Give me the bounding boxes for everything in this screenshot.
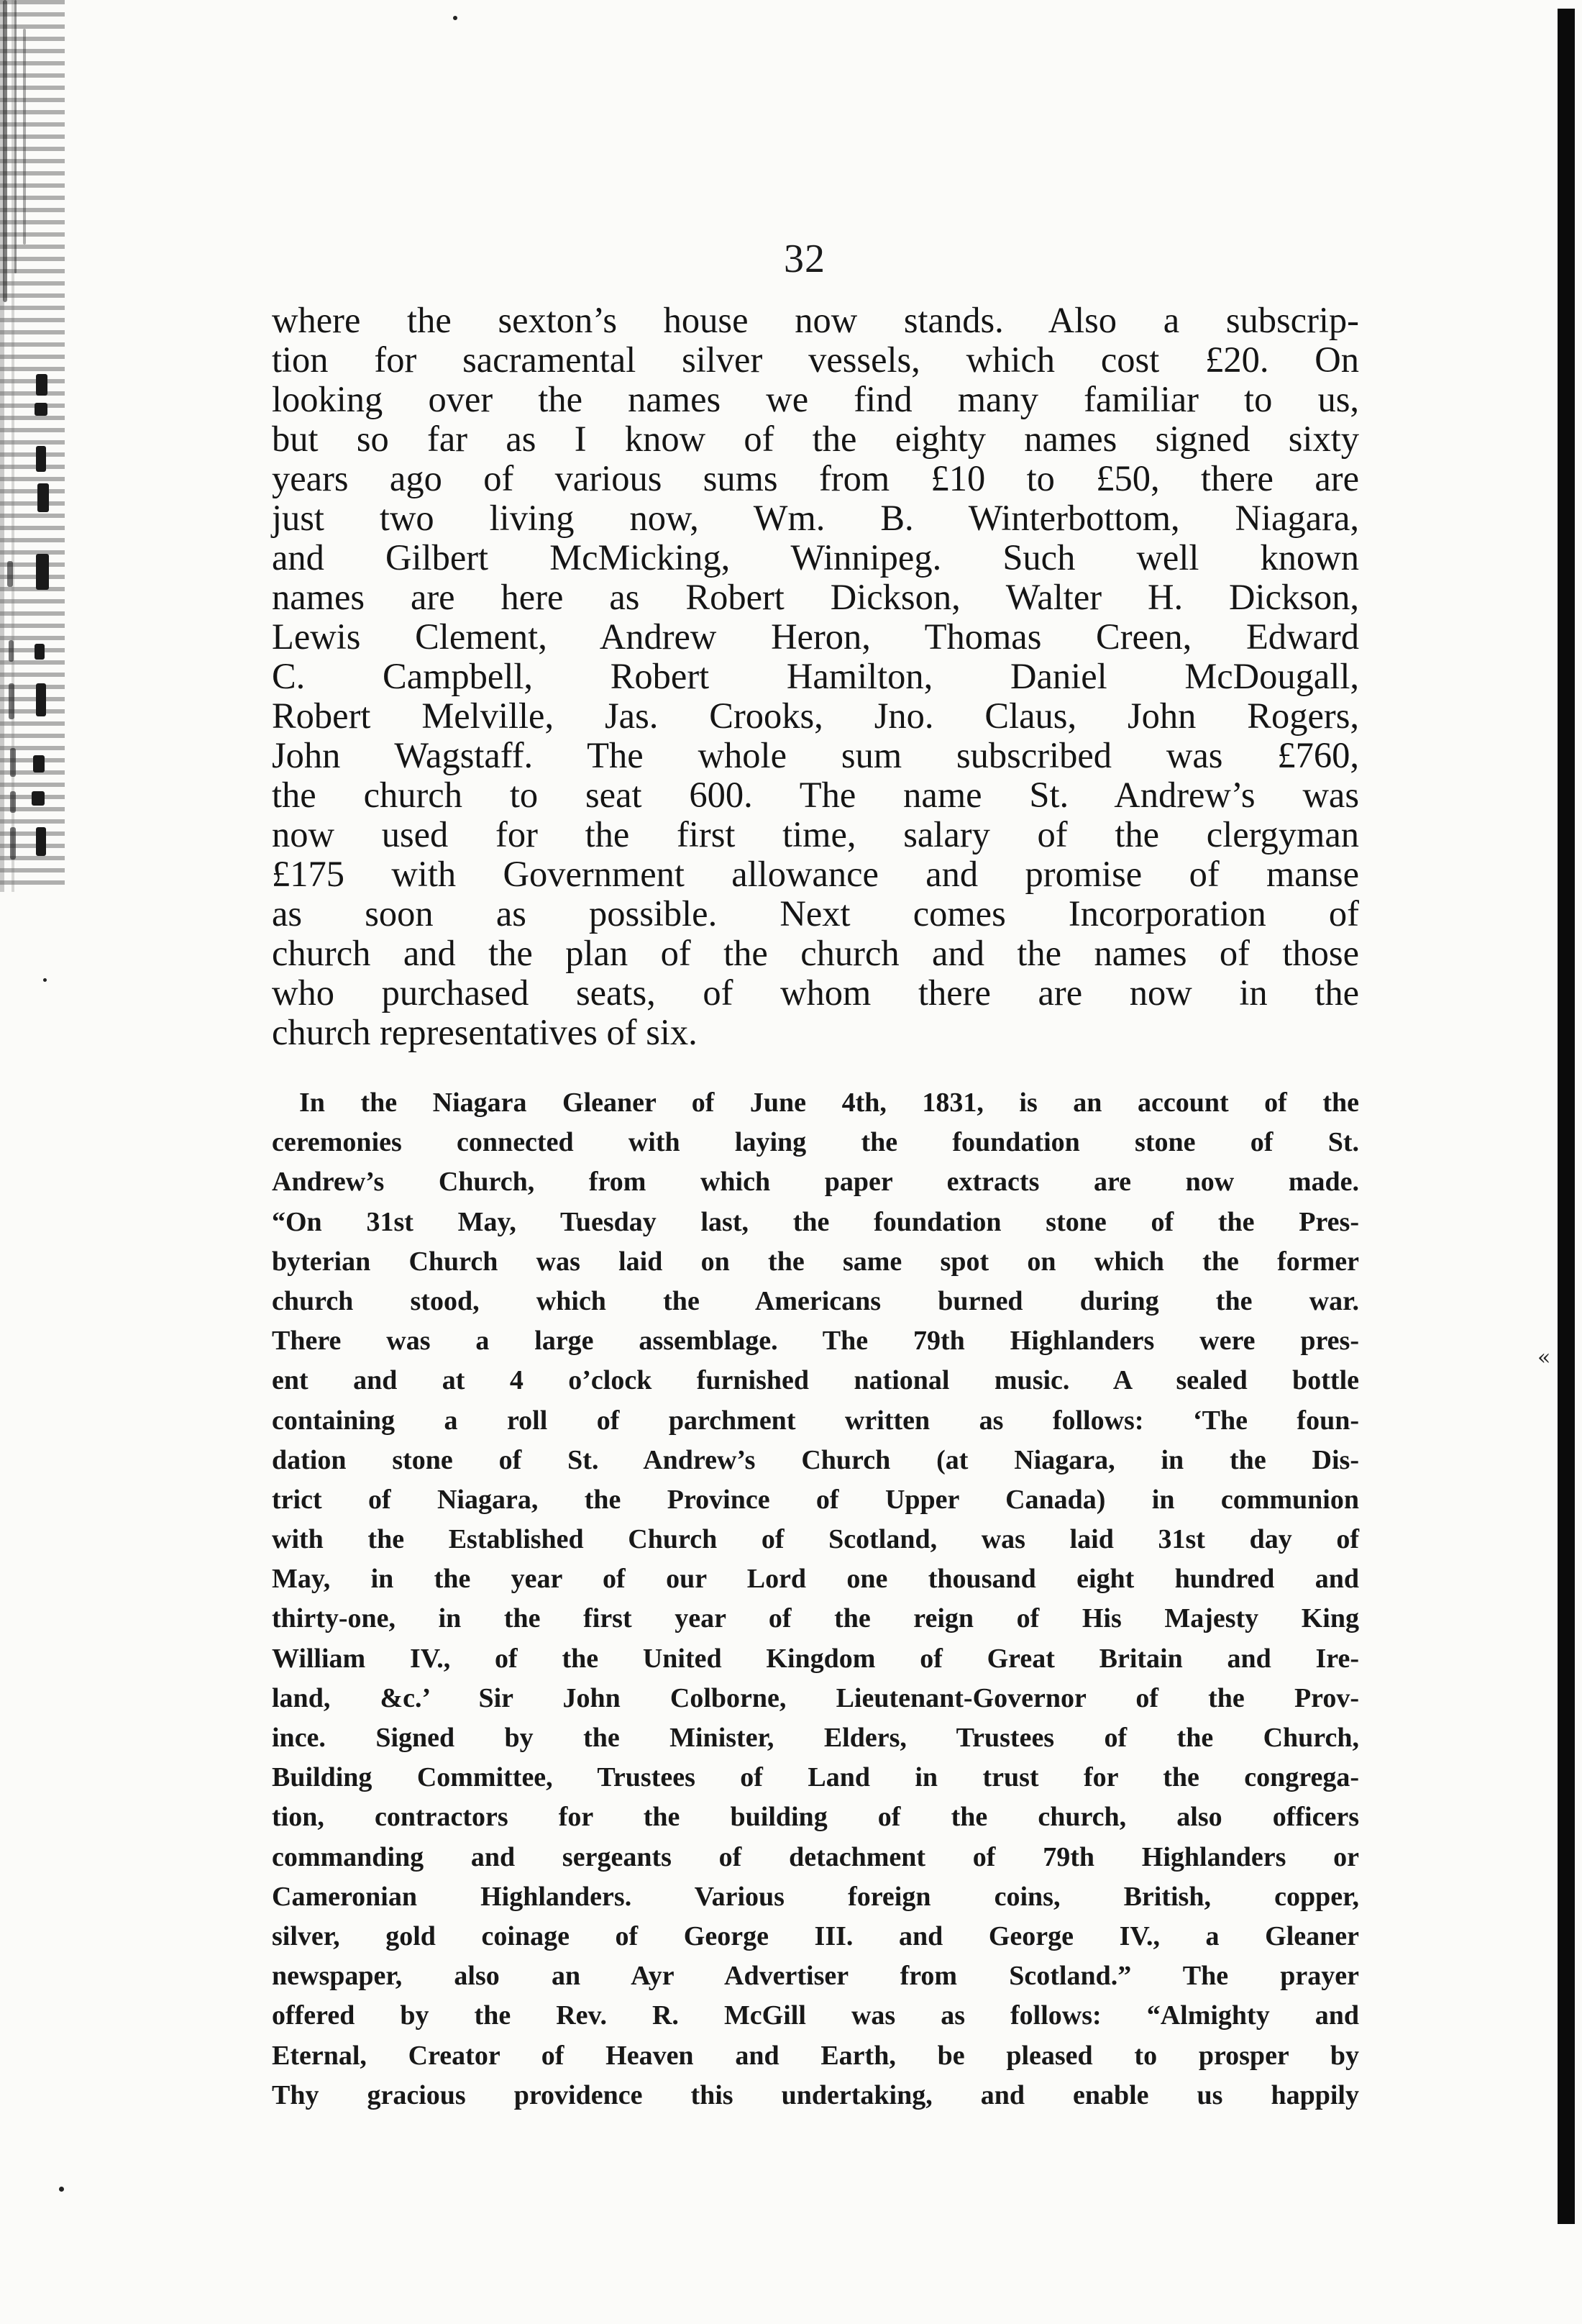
binding-marks: [0, 0, 65, 892]
text-line: £175 with Government allowance and promise of manse: [272, 854, 1359, 894]
body-paragraph: [272, 301, 1359, 1052]
text-line: now used for the first time, salary of the clergyman: [272, 814, 1359, 855]
text-line: Lewis Clement, Andrew Heron, Thomas Creen, Edward: [272, 616, 1359, 657]
page-number: 32: [784, 237, 826, 281]
text-line: church representatives of six.: [272, 1012, 698, 1052]
scan-border: [1558, 9, 1575, 2224]
text-line: There was a large assemblage. The 79th Highlanders were pres-: [272, 1326, 1359, 1357]
text-line: silver, gold coinage of George III. and George IV., a Gleaner: [272, 1920, 1359, 1951]
scan-mark: «: [1537, 1345, 1551, 1370]
text-line: dation stone of St. Andrew’s Church (at Niagara, in the Dis-: [272, 1444, 1359, 1475]
text-line: just two living now, Wm. B. Winterbottom, Niagara,: [272, 498, 1359, 538]
text-line: Robert Melville, Jas. Crooks, Jno. Claus, John Rogers,: [272, 696, 1359, 736]
text-line: Thy gracious providence this undertaking, and enable us happily: [272, 2079, 1359, 2110]
text-line: May, in the year of our Lord one thousand eight hundred and: [272, 1564, 1359, 1595]
text-line: offered by the Rev. R. McGill was as follows: “Almighty and: [272, 2000, 1359, 2031]
text-line: In the Niagara Gleaner of June 4th, 1831, is an account of the: [299, 1088, 1359, 1118]
text-line: ent and at 4 o’clock furnished national music. A sealed bottle: [272, 1365, 1359, 1396]
text-line: as soon as possible. Next comes Incorporation of: [272, 893, 1359, 934]
text-line: but so far as I know of the eighty names signed sixty: [272, 419, 1359, 459]
text-line: newspaper, also an Ayr Advertiser from Scotland.” The prayer: [272, 1961, 1359, 1992]
text-line: Cameronian Highlanders. Various foreign coins, British, copper,: [272, 1881, 1359, 1912]
quoted-paragraph: [272, 1083, 1359, 2115]
text-line: John Wagstaff. The whole sum subscribed was £760,: [272, 735, 1359, 775]
text-line: containing a roll of parchment written as follows: ‘The foun-: [272, 1405, 1359, 1436]
text-line: thirty-one, in the first year of the reign of His Majesty King: [272, 1603, 1359, 1634]
text-line: the church to seat 600. The name St. Andrew’s was: [272, 775, 1359, 815]
text-line: ceremonies connected with laying the foundation stone of St.: [272, 1127, 1359, 1158]
text-line: church stood, which the Americans burned during the war.: [272, 1285, 1359, 1316]
scan-speck: [453, 16, 457, 20]
text-line: land, &c.’ Sir John Colborne, Lieutenant-Governor of the Prov-: [272, 1682, 1359, 1713]
text-line: commanding and sergeants of detachment of 79th Highlanders or: [272, 1841, 1359, 1872]
scan-speck: [59, 2187, 64, 2192]
text-line: William IV., of the United Kingdom of Great Britain and Ire-: [272, 1643, 1359, 1674]
text-line: Andrew’s Church, from which paper extracts are now made.: [272, 1167, 1359, 1198]
text-line: trict of Niagara, the Province of Upper Canada) in communion: [272, 1484, 1359, 1515]
text-line: years ago of various sums from £10 to £50, there are: [272, 458, 1359, 498]
text-line: Building Committee, Trustees of Land in trust for the congrega-: [272, 1762, 1359, 1793]
text-line: and Gilbert McMicking, Winnipeg. Such well known: [272, 537, 1359, 578]
text-line: looking over the names we find many familiar to us,: [272, 379, 1359, 419]
text-line: tion for sacramental silver vessels, which cost £20. On: [272, 340, 1359, 380]
text-line: where the sexton’s house now stands. Also a subscrip-: [272, 300, 1359, 340]
scan-speck: [43, 978, 47, 982]
text-line: ince. Signed by the Minister, Elders, Trustees of the Church,: [272, 1723, 1359, 1753]
text-line: who purchased seats, of whom there are now in the: [272, 972, 1359, 1013]
text-line: byterian Church was laid on the same spot on which the former: [272, 1246, 1359, 1277]
text-line: church and the plan of the church and the names of those: [272, 933, 1359, 973]
text-line: Eternal, Creator of Heaven and Earth, be pleased to prosper by: [272, 2040, 1359, 2071]
text-line: tion, contractors for the building of the church, also officers: [272, 1802, 1359, 1833]
text-line: C. Campbell, Robert Hamilton, Daniel McDougall,: [272, 656, 1359, 696]
text-line: “On 31st May, Tuesday last, the foundation stone of the Pres-: [272, 1206, 1359, 1237]
text-line: names are here as Robert Dickson, Walter H. Dickson,: [272, 577, 1359, 617]
text-line: with the Established Church of Scotland, was laid 31st day of: [272, 1524, 1359, 1555]
